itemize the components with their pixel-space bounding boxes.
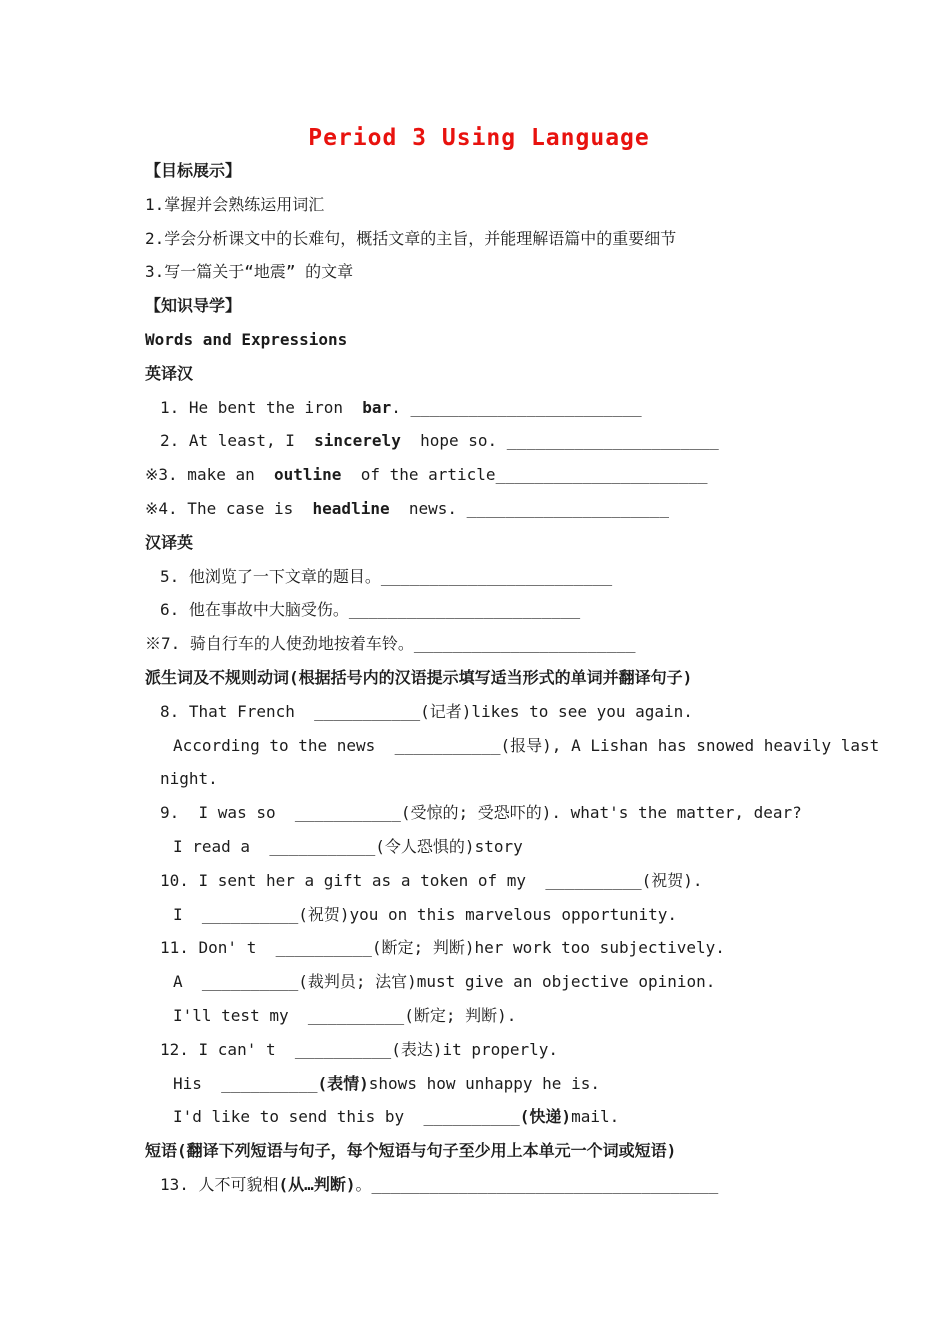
text-segment: His xyxy=(173,1073,222,1093)
text-segment: (表达)it properly. xyxy=(391,1039,559,1059)
goal-item-1 xyxy=(145,188,813,222)
exercise-item-12-line-3 xyxy=(145,1100,813,1134)
text-segment: of the article xyxy=(341,465,496,485)
exercise-item-8-line-2 xyxy=(145,729,880,763)
heading-en-to-cn xyxy=(145,357,813,391)
text-segment: (报导), A Lishan has snowed heavily last xyxy=(500,735,880,755)
exercise-item-13 xyxy=(145,1168,813,1202)
blank-underline: _____________________ xyxy=(466,498,669,518)
blank-underline: ___________ xyxy=(269,836,376,856)
text-segment: 1. He bent the iron xyxy=(160,397,363,417)
exercise-item-7 xyxy=(145,627,813,661)
text-segment: 汉译英 xyxy=(145,532,194,552)
blank-underline: __________ xyxy=(201,972,299,992)
text-segment: (祝贺)you on this marvelous opportunity. xyxy=(298,904,678,924)
text-segment: ※4. The case is xyxy=(145,498,313,518)
text-segment: 8. That French xyxy=(160,701,315,721)
text-segment: ※7. 骑自行车的人使劲地按着车铃。 xyxy=(145,634,414,654)
blank-underline: __________ xyxy=(294,1039,392,1059)
text-segment: I'll test my xyxy=(173,1005,308,1025)
blank-underline: ___________ xyxy=(314,701,421,721)
text-segment: bar xyxy=(362,397,392,417)
text-segment: . xyxy=(391,397,411,417)
goal-item-3 xyxy=(145,255,813,289)
heading-phrases xyxy=(145,1134,813,1168)
document-lines xyxy=(145,154,880,1202)
exercise-item-1 xyxy=(145,391,813,425)
text-segment: outline xyxy=(274,465,342,485)
blank-underline: _______________________ xyxy=(413,634,636,654)
exercise-item-3 xyxy=(145,458,813,492)
blank-underline: __________ xyxy=(275,938,372,958)
exercise-item-6 xyxy=(145,593,813,627)
text-segment: news. xyxy=(389,498,467,518)
exercise-item-11 xyxy=(145,931,813,965)
exercise-item-4 xyxy=(145,492,813,526)
text-segment: 3.写一篇关于“地震” 的文章 xyxy=(145,262,354,282)
exercise-item-10 xyxy=(145,864,813,898)
exercise-item-2 xyxy=(145,424,813,458)
text-segment: (断定; 判断)her work too subjectively. xyxy=(371,938,725,958)
exercise-item-12-line-2 xyxy=(145,1067,813,1101)
text-segment: 2.学会分析课文中的长难句，概括文章的主旨，并能理解语篇中的重要细节 xyxy=(145,228,677,248)
exercise-item-11-line-3 xyxy=(145,999,813,1033)
exercise-item-10-line-2 xyxy=(145,898,813,932)
text-segment: 9. I was so xyxy=(160,803,295,823)
text-segment: hope so. xyxy=(400,431,507,451)
text-segment: night. xyxy=(160,769,218,789)
blank-underline: __________ xyxy=(201,904,299,924)
blank-underline: ____________________________________ xyxy=(371,1174,719,1194)
blank-underline: __________ xyxy=(545,870,642,890)
heading-knowledge-guide xyxy=(145,289,813,323)
heading-cn-to-en xyxy=(145,526,813,560)
text-segment: 11. Don' t xyxy=(160,938,276,958)
text-segment: According to the news xyxy=(173,735,395,755)
text-segment: (记者)likes to see you again. xyxy=(420,701,693,721)
heading-goals xyxy=(145,154,813,188)
text-segment: 5. 他浏览了一下文章的题目。 xyxy=(160,566,381,586)
text-segment: 短语(翻译下列短语与句子，每个短语与句子至少用上本单元一个词或短语) xyxy=(145,1141,677,1161)
exercise-item-9-line-2 xyxy=(145,830,813,864)
text-segment: (表情) xyxy=(317,1073,369,1093)
text-segment: (从…判断) xyxy=(278,1174,356,1194)
text-segment: 13. 人不可貌相 xyxy=(160,1174,279,1194)
blank-underline: ___________ xyxy=(294,803,401,823)
blank-underline: __________ xyxy=(221,1073,318,1093)
text-segment: (令人恐惧的)story xyxy=(375,836,523,856)
text-segment: A xyxy=(173,972,202,992)
text-segment: (祝贺). xyxy=(641,870,703,890)
text-segment: 2. At least, I xyxy=(160,431,315,451)
text-segment: 派生词及不规则动词(根据括号内的汉语提示填写适当形式的单词并翻译句子) xyxy=(145,667,693,687)
text-segment: mail. xyxy=(571,1107,620,1127)
text-segment: ※3. make an xyxy=(145,465,274,485)
text-segment: (裁判员; 法官)must give an objective opinion. xyxy=(298,972,716,992)
text-segment: 10. I sent her a gift as a token of my xyxy=(160,870,546,890)
blank-underline: ______________________ xyxy=(506,431,719,451)
document-content xyxy=(145,122,880,1202)
blank-underline: ________________________ xyxy=(410,397,642,417)
text-segment: 【知识导学】 xyxy=(145,296,242,316)
text-segment: 【目标展示】 xyxy=(145,161,242,180)
text-segment: I xyxy=(173,904,202,924)
blank-underline: __________ xyxy=(307,1005,405,1025)
text-segment: sincerely xyxy=(314,431,401,451)
heading-words-expressions xyxy=(145,323,813,357)
blank-underline: ________________________ xyxy=(380,566,613,586)
exercise-item-8-line-3 xyxy=(145,762,813,796)
text-segment: 6. 他在事故中大脑受伤。 xyxy=(160,600,349,620)
exercise-item-8 xyxy=(145,695,813,729)
exercise-item-11-line-2 xyxy=(145,965,813,999)
text-segment: (断定; 判断). xyxy=(404,1005,517,1025)
text-segment: 1.掌握并会熟练运用词汇 xyxy=(145,194,325,214)
text-segment: 英译汉 xyxy=(145,363,194,383)
text-segment: Words and Expressions xyxy=(145,329,348,349)
blank-underline: __________ xyxy=(423,1107,520,1127)
goal-item-2 xyxy=(145,222,813,256)
text-segment: (受惊的; 受恐吓的). what's the matter, dear? xyxy=(400,803,802,823)
text-segment: I read a xyxy=(173,836,270,856)
text-segment: 12. I can' t xyxy=(160,1039,295,1059)
exercise-item-5 xyxy=(145,560,813,594)
page-title: Period 3 Using Language xyxy=(308,125,650,151)
text-segment: headline xyxy=(312,498,390,518)
exercise-item-9 xyxy=(145,796,813,830)
exercise-item-12 xyxy=(145,1033,813,1067)
text-segment: 。 xyxy=(355,1174,372,1194)
blank-underline: ______________________ xyxy=(495,465,708,485)
text-segment: (快递) xyxy=(519,1107,572,1127)
blank-underline: ___________ xyxy=(394,735,501,755)
heading-derivatives xyxy=(145,661,813,695)
text-segment: shows how unhappy he is. xyxy=(368,1073,600,1093)
blank-underline: ________________________ xyxy=(348,600,581,620)
text-segment: I'd like to send this by xyxy=(173,1107,424,1127)
